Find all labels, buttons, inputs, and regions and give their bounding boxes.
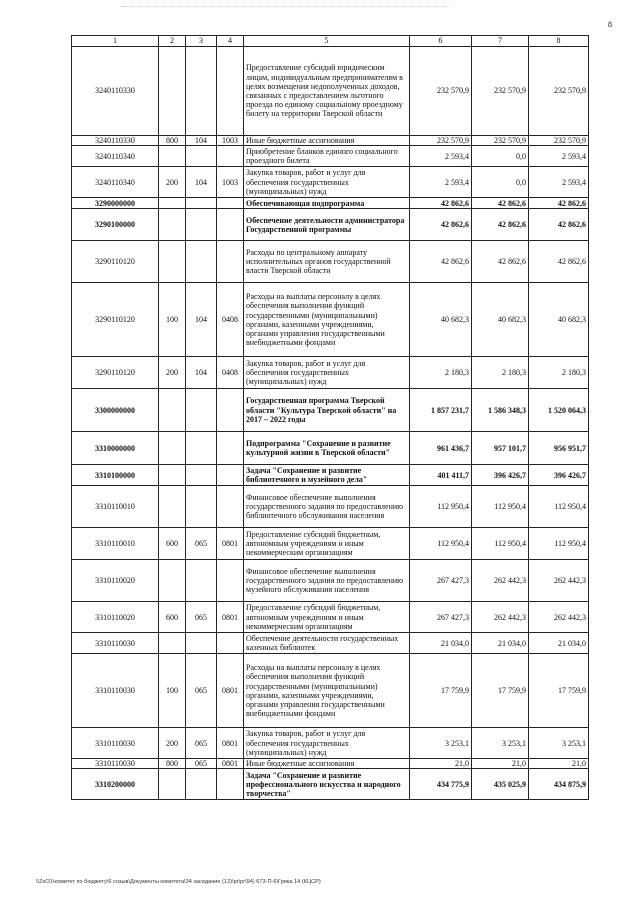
cell-amount-2: 42 862,6: [472, 198, 529, 209]
cell-amount-1: 2 593,4: [410, 167, 472, 198]
cell-rz: 065: [186, 759, 217, 769]
cell-vr: 800: [159, 759, 186, 769]
cell-pr: [217, 198, 244, 209]
cell-rz: 065: [186, 602, 217, 633]
cell-amount-1: 961 436,7: [410, 432, 472, 465]
cell-amount-2: 42 862,6: [472, 241, 529, 283]
cell-rz: [186, 146, 217, 167]
cell-pr: [217, 432, 244, 465]
cell-code: 3310110010: [72, 486, 159, 528]
cell-vr: [159, 389, 186, 432]
cell-code: 3310110030: [72, 759, 159, 769]
cell-name: Расходы на выплаты персоналу в целях обеспечения выполнения функций государственными (муниципальными) органами, казенными учреждениями, органами управления государственными внебюджетными фондами: [244, 283, 410, 357]
cell-amount-3: 112 950,4: [529, 528, 589, 560]
cell-amount-3: 42 862,6: [529, 241, 589, 283]
cell-amount-1: 112 950,4: [410, 528, 472, 560]
page-number: 8: [608, 20, 612, 29]
cell-amount-2: 262 442,3: [472, 560, 529, 602]
cell-name: Расходы на выплаты персоналу в целях обеспечения выполнения функций государственными (муниципальными) органами, казенными учреждениями, органами управления государственными внебюджетными фондами: [244, 654, 410, 728]
cell-amount-2: 957 101,7: [472, 432, 529, 465]
cell-amount-1: 267 427,3: [410, 602, 472, 633]
cell-name: Обеспечение деятельности государственных казенных библиотек: [244, 633, 410, 654]
cell-amount-3: 112 950,4: [529, 486, 589, 528]
cell-amount-3: 232 570,9: [529, 47, 589, 136]
cell-amount-3: 40 682,3: [529, 283, 589, 357]
cell-code: 3290100000: [72, 209, 159, 241]
cell-pr: [217, 47, 244, 136]
cell-name: Финансовое обеспечение выполнения государственного задания по предоставлению библиотечного обслуживания населения: [244, 486, 410, 528]
cell-amount-3: 1 520 064,3: [529, 389, 589, 432]
cell-amount-3: 17 759,9: [529, 654, 589, 728]
cell-code: 3310110030: [72, 728, 159, 759]
cell-amount-1: 2 593,4: [410, 146, 472, 167]
cell-vr: [159, 560, 186, 602]
cell-rz: 065: [186, 528, 217, 560]
table-row: [72, 389, 589, 432]
cell-rz: 104: [186, 136, 217, 146]
cell-amount-1: 42 862,6: [410, 198, 472, 209]
table-row: [72, 560, 589, 602]
cell-amount-2: 112 950,4: [472, 486, 529, 528]
cell-amount-2: 232 570,9: [472, 136, 529, 146]
cell-amount-1: 1 857 231,7: [410, 389, 472, 432]
cell-rz: [186, 198, 217, 209]
header-cell: 1: [72, 36, 159, 47]
cell-rz: [186, 465, 217, 486]
cell-amount-2: 232 570,9: [472, 47, 529, 136]
cell-vr: [159, 486, 186, 528]
cell-pr: 0408: [217, 357, 244, 389]
cell-pr: [217, 769, 244, 800]
table-row: [72, 209, 589, 241]
cell-rz: [186, 432, 217, 465]
cell-code: 3310000000: [72, 432, 159, 465]
cell-rz: 065: [186, 654, 217, 728]
cell-amount-3: 2 593,4: [529, 146, 589, 167]
cell-vr: 600: [159, 528, 186, 560]
cell-name: Обеспечение деятельности администратора Государственной программы: [244, 209, 410, 241]
cell-name: Подпрограмма "Сохранение и развитие культурной жизни в Тверской области": [244, 432, 410, 465]
header-cell: 2: [159, 36, 186, 47]
cell-code: 3310110020: [72, 602, 159, 633]
cell-amount-1: 17 759,9: [410, 654, 472, 728]
table-row: [72, 146, 589, 167]
cell-vr: 100: [159, 654, 186, 728]
cell-code: 3310100000: [72, 465, 159, 486]
table-row: [72, 633, 589, 654]
cell-pr: [217, 209, 244, 241]
cell-amount-3: 956 951,7: [529, 432, 589, 465]
cell-pr: [217, 465, 244, 486]
header-cell: 7: [472, 36, 529, 47]
cell-amount-3: 2 593,4: [529, 167, 589, 198]
cell-amount-1: 267 427,3: [410, 560, 472, 602]
table-row: [72, 283, 589, 357]
cell-amount-3: 21,0: [529, 759, 589, 769]
footer-file-path: \\ZsO1\комитет по бюджету\6 созыв\Документы комитета\34 заседание (12)\pr\pr\94) 673-П-6\Гряка 14 (КЦСР): [36, 879, 321, 885]
cell-code: 3300000000: [72, 389, 159, 432]
cell-code: 3240110330: [72, 47, 159, 136]
cell-name: Закупка товаров, работ и услуг для обеспечения государственных (муниципальных) нужд: [244, 167, 410, 198]
cell-vr: [159, 241, 186, 283]
cell-pr: [217, 633, 244, 654]
cell-rz: 104: [186, 357, 217, 389]
cell-vr: 200: [159, 728, 186, 759]
cell-name: Задача "Сохранение и развитие библиотечного и музейного дела": [244, 465, 410, 486]
cell-amount-2: 262 442,3: [472, 602, 529, 633]
cell-name: Финансовое обеспечение выполнения государственного задания по предоставлению музейного обслуживания населения: [244, 560, 410, 602]
cell-code: 3240110340: [72, 167, 159, 198]
cell-rz: [186, 486, 217, 528]
cell-pr: [217, 146, 244, 167]
table-row: [72, 136, 589, 146]
cell-amount-1: 40 682,3: [410, 283, 472, 357]
cell-name: Задача "Сохранение и развитие профессионального искусства и народного творчества": [244, 769, 410, 800]
cell-amount-2: 1 586 348,3: [472, 389, 529, 432]
table-row: [72, 602, 589, 633]
cell-pr: [217, 241, 244, 283]
cell-vr: 600: [159, 602, 186, 633]
cell-amount-2: 21,0: [472, 759, 529, 769]
cell-amount-1: 42 862,6: [410, 209, 472, 241]
cell-name: Иные бюджетные ассигнования: [244, 136, 410, 146]
cell-amount-1: 21 034,0: [410, 633, 472, 654]
cell-name: Закупка товаров, работ и услуг для обеспечения государственных (муниципальных) нужд: [244, 357, 410, 389]
cell-code: 3290110120: [72, 283, 159, 357]
table-row: [72, 759, 589, 769]
cell-pr: 0801: [217, 602, 244, 633]
cell-amount-3: 232 570,9: [529, 136, 589, 146]
cell-rz: [186, 560, 217, 602]
cell-amount-2: 112 950,4: [472, 528, 529, 560]
cell-vr: [159, 769, 186, 800]
cell-rz: [186, 47, 217, 136]
cell-code: 3240110340: [72, 146, 159, 167]
cell-vr: 200: [159, 357, 186, 389]
table-row: [72, 486, 589, 528]
cell-name: Государственная программа Тверской области "Культура Тверской области" на 2017 – 2022 годы: [244, 389, 410, 432]
cell-pr: 1003: [217, 167, 244, 198]
cell-vr: [159, 198, 186, 209]
cell-amount-3: 42 862,6: [529, 198, 589, 209]
cell-amount-2: 2 180,3: [472, 357, 529, 389]
cell-amount-2: 0,0: [472, 167, 529, 198]
cell-amount-2: 3 253,1: [472, 728, 529, 759]
cell-amount-3: 42 862,6: [529, 209, 589, 241]
cell-code: 3310200000: [72, 769, 159, 800]
cell-pr: 0801: [217, 759, 244, 769]
cell-vr: 100: [159, 283, 186, 357]
cell-vr: [159, 633, 186, 654]
cell-code: 3310110020: [72, 560, 159, 602]
cell-amount-1: 112 950,4: [410, 486, 472, 528]
cell-amount-3: 434 875,9: [529, 769, 589, 800]
cell-amount-2: 40 682,3: [472, 283, 529, 357]
cell-amount-2: 435 025,9: [472, 769, 529, 800]
cell-rz: [186, 389, 217, 432]
table-row: [72, 198, 589, 209]
header-cell: 8: [529, 36, 589, 47]
cell-pr: [217, 389, 244, 432]
cell-rz: [186, 209, 217, 241]
cell-code: 3310110030: [72, 654, 159, 728]
table-row: [72, 167, 589, 198]
cell-vr: [159, 146, 186, 167]
table-header-row: [72, 36, 589, 47]
table-row: [72, 654, 589, 728]
cell-name: Предоставление субсидий бюджетным, автономным учреждениям и иным некоммерческим организациям: [244, 528, 410, 560]
table-row: [72, 432, 589, 465]
cell-vr: 200: [159, 167, 186, 198]
cell-vr: [159, 465, 186, 486]
cell-rz: 104: [186, 283, 217, 357]
table-row: [72, 357, 589, 389]
cell-amount-3: 21 034,0: [529, 633, 589, 654]
cell-rz: [186, 633, 217, 654]
cell-amount-3: 3 253,1: [529, 728, 589, 759]
cell-name: Расходы по центральному аппарату исполнительных органов государственной власти Тверской области: [244, 241, 410, 283]
cell-amount-3: 262 442,3: [529, 602, 589, 633]
header-cell: 6: [410, 36, 472, 47]
cell-amount-2: 0,0: [472, 146, 529, 167]
cell-code: 3290000000: [72, 198, 159, 209]
cell-rz: [186, 241, 217, 283]
cell-pr: 1003: [217, 136, 244, 146]
cell-amount-2: 17 759,9: [472, 654, 529, 728]
cell-amount-1: 3 253,1: [410, 728, 472, 759]
cell-amount-3: 262 442,3: [529, 560, 589, 602]
cell-name: Обеспечивающая подпрограмма: [244, 198, 410, 209]
cell-vr: [159, 47, 186, 136]
budget-table: [71, 35, 589, 800]
cell-amount-1: 232 570,9: [410, 47, 472, 136]
cell-amount-3: 2 180,3: [529, 357, 589, 389]
header-cell: 3: [186, 36, 217, 47]
cell-name: Закупка товаров, работ и услуг для обеспечения государственных (муниципальных) нужд: [244, 728, 410, 759]
cell-amount-2: 42 862,6: [472, 209, 529, 241]
cell-vr: [159, 432, 186, 465]
cell-amount-1: 232 570,9: [410, 136, 472, 146]
table-row: [72, 728, 589, 759]
cell-amount-1: 434 775,9: [410, 769, 472, 800]
cell-name: Приобретение бланков единого социального проездного билета: [244, 146, 410, 167]
cell-code: 3290110120: [72, 357, 159, 389]
cell-code: 3240110330: [72, 136, 159, 146]
cell-amount-1: 21,0: [410, 759, 472, 769]
header-cell: 4: [217, 36, 244, 47]
cell-amount-2: 396 426,7: [472, 465, 529, 486]
table-row: [72, 769, 589, 800]
cell-vr: [159, 209, 186, 241]
cell-name: Предоставление субсидий юридическим лицам, индивидуальным предпринимателям в целях возмещения недополученных доходов, связанных с предоставлением льготного проезда по единому социальному проездному билету на территории Тверской области: [244, 47, 410, 136]
cell-amount-3: 396 426,7: [529, 465, 589, 486]
table-row: [72, 241, 589, 283]
cell-pr: 0801: [217, 528, 244, 560]
cell-pr: [217, 560, 244, 602]
cell-pr: 0408: [217, 283, 244, 357]
cell-name: Предоставление субсидий бюджетным, автономным учреждениям и иным некоммерческим организациям: [244, 602, 410, 633]
cell-amount-1: 2 180,3: [410, 357, 472, 389]
cell-name: Иные бюджетные ассигнования: [244, 759, 410, 769]
cell-amount-1: 42 862,6: [410, 241, 472, 283]
cell-code: 3290110120: [72, 241, 159, 283]
header-cell: 5: [244, 36, 410, 47]
cell-amount-1: 401 411,7: [410, 465, 472, 486]
cell-rz: 065: [186, 728, 217, 759]
cell-code: 3310110010: [72, 528, 159, 560]
table-row: [72, 465, 589, 486]
cell-pr: 0801: [217, 728, 244, 759]
cell-rz: [186, 769, 217, 800]
table-row: [72, 528, 589, 560]
cell-vr: 800: [159, 136, 186, 146]
cell-rz: 104: [186, 167, 217, 198]
table-row: [72, 47, 589, 136]
table-body: [72, 47, 589, 800]
cell-pr: [217, 486, 244, 528]
cell-pr: 0801: [217, 654, 244, 728]
cell-code: 3310110030: [72, 633, 159, 654]
scan-artifact-line: [120, 6, 450, 8]
cell-amount-2: 21 034,0: [472, 633, 529, 654]
